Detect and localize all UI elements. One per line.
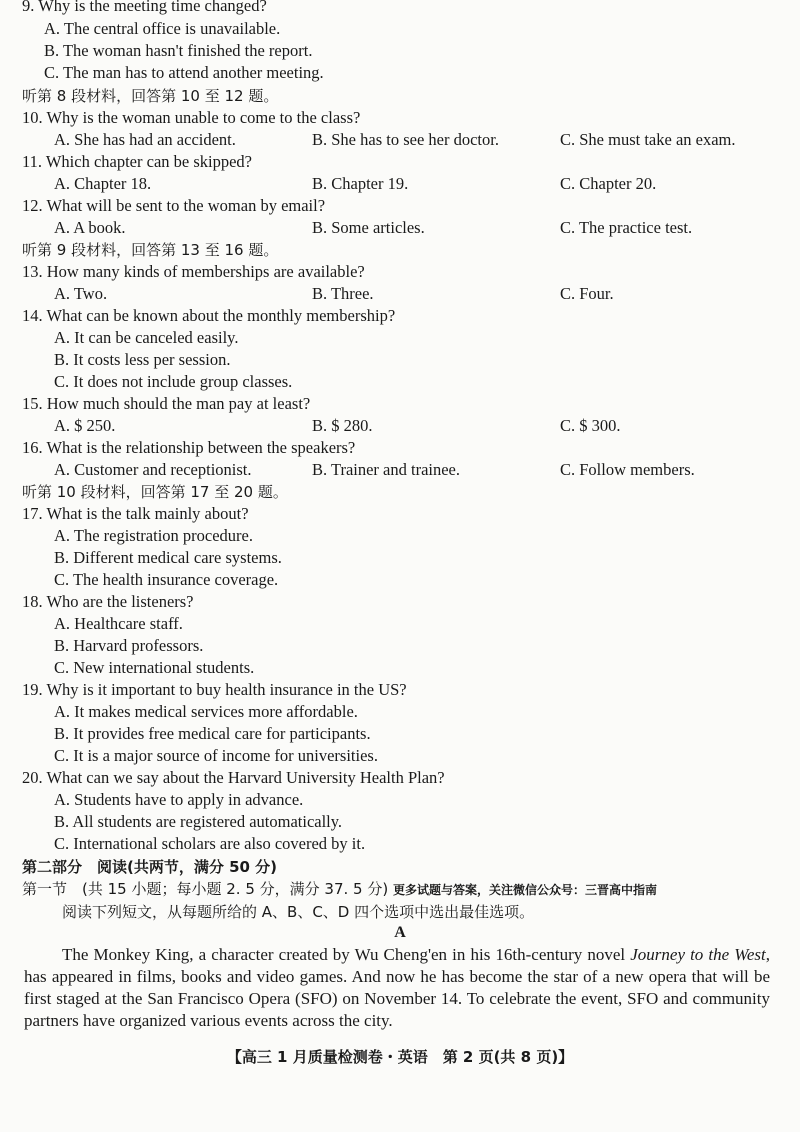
q15-option-c: C. $ 300. [560,416,621,435]
q13-option-a: A. Two. [54,284,108,303]
q16-option-c: C. Follow members. [560,460,695,479]
section-9-instruction: 听第 9 段材料，回答第 13 至 16 题。 [22,241,279,259]
q14-option-c: C. It does not include group classes. [54,372,293,391]
q9-option-c: C. The man has to attend another meeting. [44,63,324,82]
question-20: 20. What can we say about the Harvard University Health Plan? [22,768,445,787]
q17-option-c: C. The health insurance coverage. [54,570,279,589]
passage-text-1: The Monkey King, a character created by Wu Cheng'en in his 16th-century novel [62,945,631,964]
question-16: 16. What is the relationship between the speakers? [22,438,356,457]
q10-option-b: B. She has to see her doctor. [312,130,499,149]
q19-option-c: C. It is a major source of income for universities. [54,746,378,765]
q17-option-a: A. The registration procedure. [54,526,253,545]
page-footer: 【高三 1 月质量检测卷・英语 第 2 页(共 8 页)】 [226,1048,574,1066]
q11-option-c: C. Chapter 20. [560,174,657,193]
q20-option-b: B. All students are registered automatically. [54,812,343,831]
question-10: 10. Why is the woman unable to come to the class? [22,108,361,127]
q19-option-a: A. It makes medical services more affordable. [54,702,358,721]
q12-option-c: C. The practice test. [560,218,693,237]
q12-option-a: A. A book. [54,218,126,237]
q20-option-c: C. International scholars are also covered by it. [54,834,366,853]
q19-option-b: B. It provides free medical care for participants. [54,724,371,743]
q16-option-b: B. Trainer and trainee. [312,460,461,479]
q18-option-b: B. Harvard professors. [54,636,204,655]
q20-option-a: A. Students have to apply in advance. [54,790,304,809]
passage-book-title: Journey to the West [630,945,766,964]
q10-option-c: C. She must take an exam. [560,130,736,149]
passage-text-2: , has appeared in films, books and video games. And now he has become the star of a new opera that will be first staged at the San Francisco Opera (SFO) on November 14. To celebrate the event, SFO and community partners have organized various events across the city. [24,945,771,1030]
section-8-instruction: 听第 8 段材料，回答第 10 至 12 题。 [22,87,279,105]
q14-option-b: B. It costs less per session. [54,350,231,369]
question-14: 14. What can be known about the monthly membership? [22,306,396,325]
question-12: 12. What will be sent to the woman by email? [22,196,326,215]
q13-option-c: C. Four. [560,284,614,303]
section-1-text: 第一节 (共 15 小题；每小题 2. 5 分，满分 37. 5 分) [22,880,389,898]
q13-option-b: B. Three. [312,284,374,303]
question-11: 11. Which chapter can be skipped? [22,152,252,171]
section-10-instruction: 听第 10 段材料，回答第 17 至 20 题。 [22,483,288,501]
question-15: 15. How much should the man pay at least? [22,394,311,413]
q12-option-b: B. Some articles. [312,218,425,237]
question-13: 13. How many kinds of memberships are available? [22,262,365,281]
reading-instruction: 阅读下列短文，从每题所给的 A、B、C、D 四个选项中选出最佳选项。 [62,903,535,921]
q11-option-a: A. Chapter 18. [54,174,152,193]
q9-option-b: B. The woman hasn't finished the report. [44,41,313,60]
q16-option-a: A. Customer and receptionist. [54,460,252,479]
question-17: 17. What is the talk mainly about? [22,504,249,523]
part-2-heading: 第二部分 阅读(共两节，满分 50 分) [22,858,278,876]
question-9: 9. Why is the meeting time changed? [22,0,267,15]
question-19: 19. Why is it important to buy health insurance in the US? [22,680,407,699]
q14-option-a: A. It can be canceled easily. [54,328,239,347]
q18-option-c: C. New international students. [54,658,255,677]
watermark-note: 更多试题与答案，关注微信公众号：三晋高中指南 [392,883,657,897]
q9-option-a: A. The central office is unavailable. [44,19,281,38]
section-1-heading [22,879,657,900]
q17-option-b: B. Different medical care systems. [54,548,282,567]
q11-option-b: B. Chapter 19. [312,174,409,193]
q10-option-a: A. She has had an accident. [54,130,236,149]
q18-option-a: A. Healthcare staff. [54,614,183,633]
q15-option-b: B. $ 280. [312,416,373,435]
q15-option-a: A. $ 250. [54,416,116,435]
passage-a-paragraph [24,944,770,1032]
passage-label: A [394,924,406,941]
question-18: 18. Who are the listeners? [22,592,194,611]
